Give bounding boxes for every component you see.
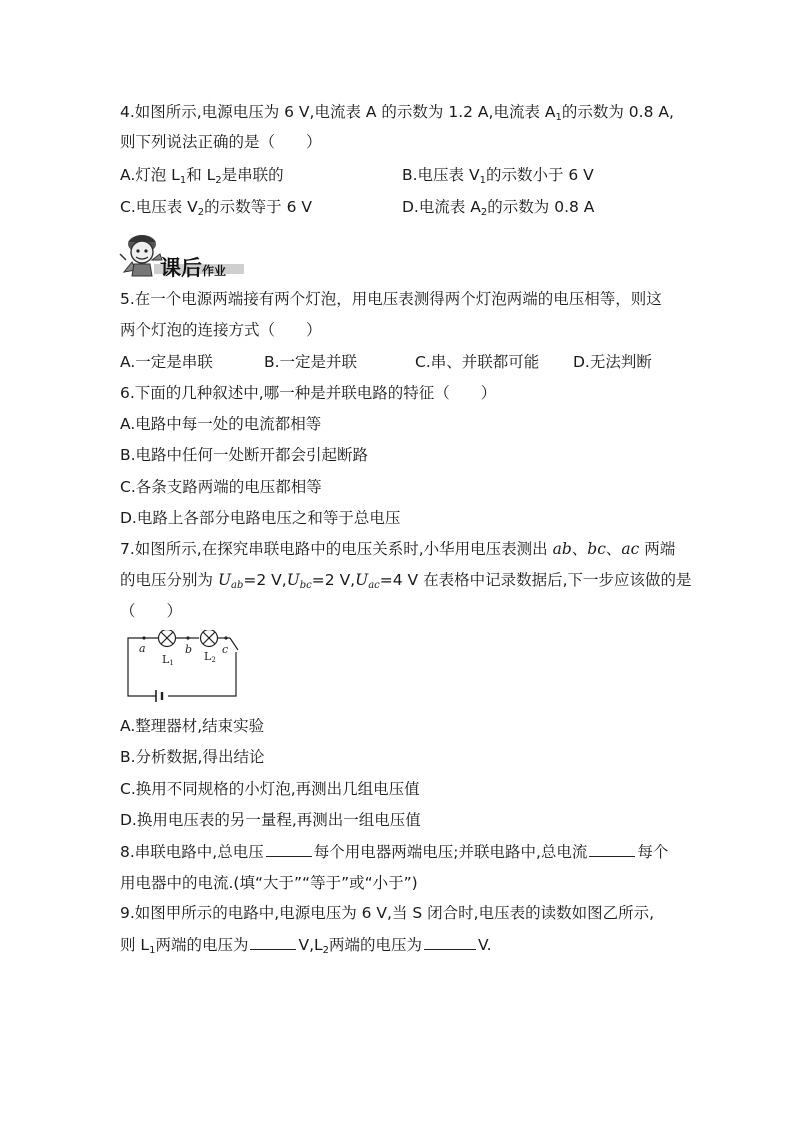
q6-option-d[interactable]: D.电路上各部分电路电压之和等于总电压 [120,509,401,527]
node-c-label: c [222,643,229,656]
q4-stem-line2: 则下列说法正确的是（ ） [120,133,322,151]
q7-stem-line3: （ ） [120,602,183,620]
q7-option-b[interactable]: B.分析数据,得出结论 [120,748,265,766]
q4-option-b[interactable]: B.电压表 $V_1$的示数小于 6 V [402,166,594,186]
q4-option-d[interactable]: D.电流表 $A_2$的示数为 0.8 A [402,198,595,218]
q9-stem-line2: 则 $L_1$两端的电压为 $V,L_2$两端的电压为 V. [120,936,492,956]
q7-option-a[interactable]: A.整理器材,结束实验 [120,717,265,735]
node-a-label: a [139,642,146,655]
q7-option-d[interactable]: D.换用电压表的另一量程,再测出一组电压值 [120,811,421,829]
q5-option-c[interactable]: C.串、并联都可能 [415,353,540,371]
q4-option-c[interactable]: C.电压表 $V_2$的示数等于 6 V [120,198,312,218]
lamp-l1-label: L1 [162,653,174,667]
q7-stem-line1: 7.如图所示,在探究串联电路中的电压关系时,小华用电压表测出 ab、bc、ac 两端 [120,540,676,558]
series-circuit-diagram [122,630,247,702]
lamp-l2-label: L2 [204,650,216,664]
q9-blank-2[interactable] [424,935,476,950]
q7-option-c[interactable]: C.换用不同规格的小灯泡,再测出几组电压值 [120,780,420,798]
q4-option-a[interactable]: A.灯泡 $L_1$和 $L_2$是串联的 [120,166,284,186]
q5-option-b[interactable]: B.一定是并联 [264,353,358,371]
node-b-label: b [185,643,193,656]
section-title: 课后作业 [160,256,227,280]
q5-stem-line1: 5.在一个电源两端接有两个灯泡，用电压表测得两个灯泡两端的电压相等，则这 [120,290,662,308]
q8-blank-1[interactable] [266,842,312,857]
q8-stem-line1: 8.串联电路中,总电压 每个用电器两端电压;并联电路中,总电流 每个 [120,843,669,861]
q5-stem-line2: 两个灯泡的连接方式（ ） [120,321,322,339]
q6-option-a[interactable]: A.电路中每一处的电流都相等 [120,415,322,433]
q7-stem-line2: 的电压分别为 $U_{ab}=2$ $V,U_{bc}=2$ $V,U_{ac}=4$ V 在表格中记录数据后,下一步应该做的是 [120,571,692,591]
q9-stem-line1: 9.如图甲所示的电路中,电源电压为 6 V,当 S 闭合时,电压表的读数如图乙所示, [120,904,655,922]
q6-stem: 6.下面的几种叙述中,哪一种是并联电路的特征（ ） [120,384,497,402]
q6-option-b[interactable]: B.电路中任何一处断开都会引起断路 [120,446,369,464]
q5-option-d[interactable]: D.无法判断 [573,353,652,371]
q5-option-a[interactable]: A.一定是串联 [120,353,213,371]
q6-option-c[interactable]: C.各条支路两端的电压都相等 [120,478,322,496]
q8-stem-line2: 用电器中的电流.(填“大于”“等于”或“小于”) [120,874,418,892]
q9-blank-1[interactable] [250,935,296,950]
q4-stem-line1: 4.如图所示,电源电压为 6 V,电流表 A 的示数为 1.2 A,电流表 $A_1$的示数为 0.8 A, [120,103,674,123]
q8-blank-2[interactable] [589,842,635,857]
